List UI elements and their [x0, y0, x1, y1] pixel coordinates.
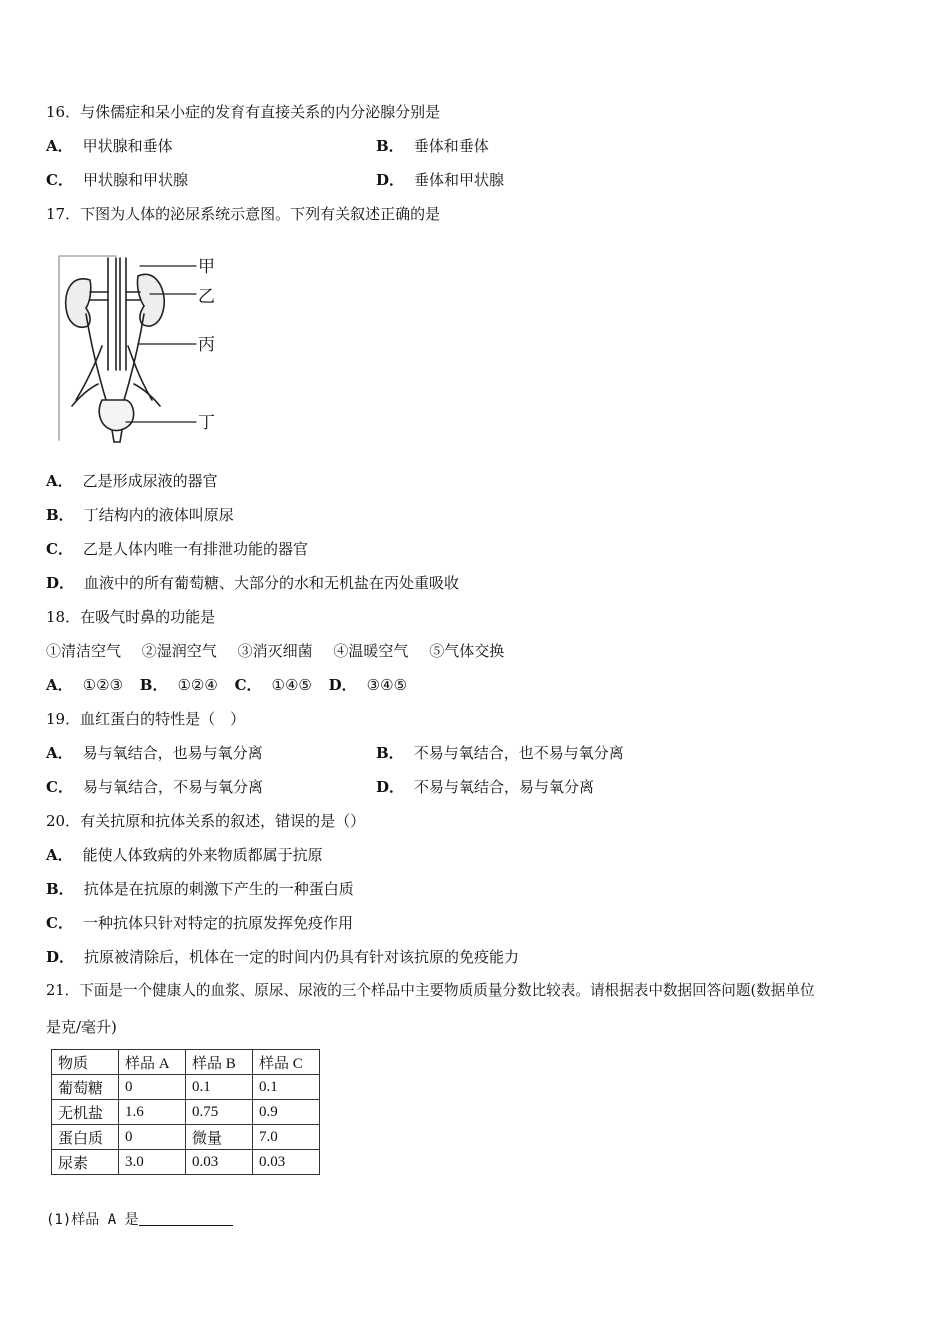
- q17-option-a[interactable]: A． 乙是形成尿液的器官: [46, 472, 218, 490]
- urinary-system-diagram: [56, 250, 220, 450]
- q17-stem: 17．下图为人体的泌尿系统示意图。下列有关叙述正确的是: [46, 205, 441, 223]
- diagram-label-bing: 丙: [198, 335, 215, 355]
- q20-option-a[interactable]: A． 能使人体致病的外来物质都属于抗原: [46, 846, 323, 864]
- table-cell: 1.6: [119, 1100, 186, 1125]
- q19-option-a[interactable]: A． 易与氧结合，也易与氧分离: [46, 744, 263, 762]
- table-cell: 3.0: [119, 1150, 186, 1175]
- q19-stem: 19．血红蛋白的特性是（ ）: [46, 710, 246, 728]
- q21-subquestion-1: (1)样品 A 是: [46, 1210, 233, 1230]
- q16-option-a[interactable]: A． 甲状腺和垂体: [46, 137, 173, 155]
- q16-options-row-1: [46, 136, 173, 156]
- q21-stem-line-1: 21．下面是一个健康人的血浆、原尿、尿液的三个样品中主要物质质量分数比较表。请根据表中数据回答问题(数据单位: [46, 982, 815, 999]
- table-cell: 无机盐: [52, 1100, 119, 1125]
- table-row: [52, 1125, 320, 1150]
- table-cell: 0.03: [186, 1150, 253, 1175]
- q18-option-b[interactable]: B． ①②④: [139, 676, 218, 694]
- table-header-cell: 样品 B: [186, 1050, 253, 1075]
- q18-options: [46, 675, 419, 695]
- table-cell: 0.75: [186, 1100, 253, 1125]
- q18-statement: ①清洁空气: [46, 642, 122, 660]
- q17-option-b[interactable]: B． 丁结构内的液体叫原尿: [46, 506, 234, 524]
- q18-option-d[interactable]: D． ③④⑤: [328, 676, 408, 694]
- q18-statement: ②湿润空气: [141, 642, 217, 660]
- q18-option-a[interactable]: A． ①②③: [46, 676, 123, 694]
- q17-option-d[interactable]: D． 血液中的所有葡萄糖、大部分的水和无机盐在丙处重吸收: [46, 574, 460, 592]
- q18-statement: ④温暖空气: [333, 642, 409, 660]
- q16-option-b[interactable]: B． 垂体和垂体: [376, 137, 489, 155]
- diagram-label-ding: 丁: [198, 413, 215, 433]
- table-cell: 0: [119, 1125, 186, 1150]
- answer-blank[interactable]: [139, 1211, 233, 1226]
- table-header-cell: 样品 C: [253, 1050, 320, 1075]
- sample-comparison-table: [51, 1049, 320, 1175]
- q18-statements: [46, 641, 520, 661]
- q18-statement: ⑤气体交换: [429, 642, 505, 660]
- q19-option-c[interactable]: C． 易与氧结合，不易与氧分离: [46, 778, 263, 796]
- table-cell: 蛋白质: [52, 1125, 119, 1150]
- q18-statement: ③消灭细菌: [237, 642, 313, 660]
- table-header-cell: 样品 A: [119, 1050, 186, 1075]
- table-header-cell: 物质: [52, 1050, 119, 1075]
- table-row: [52, 1150, 320, 1175]
- q18-option-c[interactable]: C． ①④⑤: [234, 676, 312, 694]
- q19-option-d[interactable]: D． 不易与氧结合，易与氧分离: [376, 778, 595, 796]
- table-cell: 0.03: [253, 1150, 320, 1175]
- table-cell: 尿素: [52, 1150, 119, 1175]
- table-cell: 葡萄糖: [52, 1075, 119, 1100]
- table-cell: 0: [119, 1075, 186, 1100]
- table-header-row: [52, 1050, 320, 1075]
- q20-stem: 20．有关抗原和抗体关系的叙述，错误的是（）: [46, 812, 366, 830]
- q16-option-d[interactable]: D． 垂体和甲状腺: [376, 171, 505, 189]
- table-row: [52, 1100, 320, 1125]
- table-cell: 0.1: [253, 1075, 320, 1100]
- table-cell: 0.1: [186, 1075, 253, 1100]
- q16-option-c[interactable]: C． 甲状腺和甲状腺: [46, 171, 188, 189]
- q21-stem-line-2: 是克/毫升): [46, 1018, 117, 1036]
- q20-option-c[interactable]: C． 一种抗体只针对特定的抗原发挥免疫作用: [46, 914, 353, 932]
- table-cell: 微量: [186, 1125, 253, 1150]
- diagram-label-yi: 乙: [198, 287, 215, 307]
- q18-stem: 18．在吸气时鼻的功能是: [46, 608, 216, 626]
- table-cell: 7.0: [253, 1125, 320, 1150]
- diagram-label-jia: 甲: [198, 257, 215, 277]
- table-row: [52, 1075, 320, 1100]
- q20-option-d[interactable]: D． 抗原被清除后，机体在一定的时间内仍具有针对该抗原的免疫能力: [46, 948, 520, 966]
- q16-stem: 16．与侏儒症和呆小症的发育有直接关系的内分泌腺分别是: [46, 103, 441, 121]
- table-cell: 0.9: [253, 1100, 320, 1125]
- q20-option-b[interactable]: B． 抗体是在抗原的刺激下产生的一种蛋白质: [46, 880, 354, 898]
- q17-option-c[interactable]: C． 乙是人体内唯一有排泄功能的器官: [46, 540, 308, 558]
- q19-option-b[interactable]: B． 不易与氧结合，也不易与氧分离: [376, 744, 624, 762]
